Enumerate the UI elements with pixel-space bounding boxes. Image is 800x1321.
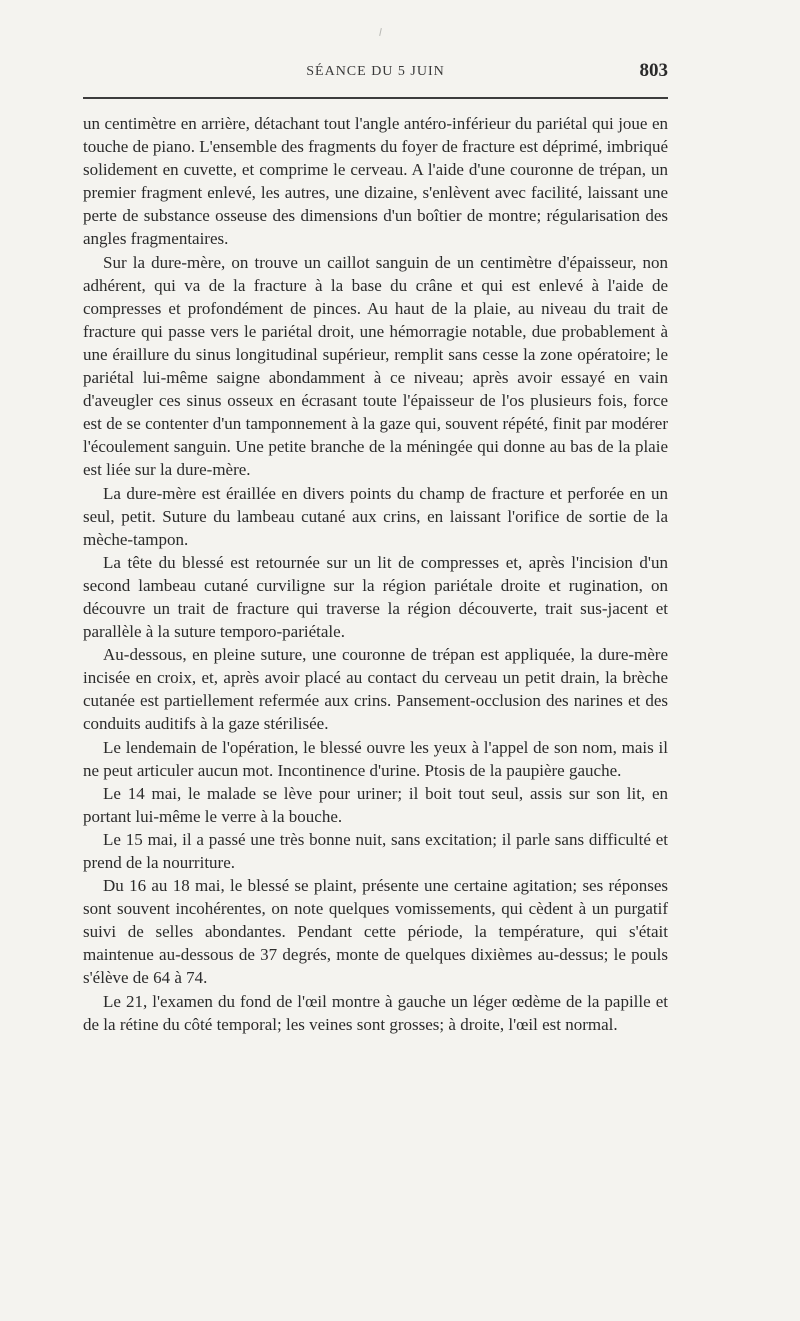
margin-mark	[379, 28, 382, 36]
paragraph-may-16-18: Du 16 au 18 mai, le blessé se plaint, présente une certaine agitation; ses réponses sont souvent incohérentes, on note quelques vomissements, qui cèdent à un purgatif suivi de selles abondantes. Pendant cette période, la température, qui s'était maintenue au-dessous de 37 degrés, monte de quelques dixièmes au-dessus; le pouls s'élève de 64 à 74.	[83, 876, 668, 988]
header-rule	[83, 97, 668, 99]
paragraph-continuation: un centimètre en arrière, détachant tout l'angle antéro-inférieur du pariétal qui joue en touche de piano. L'ensemble des fragments du foyer de fracture est déprimé, imbriqué solidement en cuvette, et comprime le cerveau. A l'aide d'une couronne de trépan, un premier fragment enlevé, les autres, une dizaine, s'enlèvent avec facilité, laissant une perte de substance osseuse des dimensions d'un boîtier de montre; régularisation des angles fragmentaires.	[83, 114, 668, 249]
paragraph-head-turned: La tête du blessé est retournée sur un lit de compresses et, après l'incision d'un second lambeau cutané curviligne sur la région pariétale droite et rugination, on découvre un trait de fracture qui traverse la région découverte, trait sus-jacent et parallèle à la suture temporo-pariétale.	[83, 552, 668, 642]
page-header	[83, 60, 668, 90]
paragraph-dura-mater-clot: Sur la dure-mère, on trouve un caillot sanguin de un centimètre d'épaisseur, non adhérent, qui va de la fracture à la base du crâne et qui est enlevé à l'aide de compresses et profondément de pinces. Au haut de la plaie, au niveau du trait de fracture qui passe vers le pariétal droit, une hémorragie notable, due probablement à une éraillure du sinus longitudinal supérieur, remplit sans cesse la zone opératoire; le pariétal lui-même saigne abondamment à ce niveau; après avoir essayé en vain d'aveugler ces sinus osseux en écrasant toute l'épaisseur de l'os plusieurs fois, force est de se contenter d'un tamponnement à la gaze qui, souvent répété, finit par modérer l'écoulement sanguin. Une petite branche de la méningée qui donne au bas de la plaie est liée sur la dure-mère.	[83, 252, 668, 480]
page-number: 803	[639, 60, 668, 81]
paragraph-may-21: Le 21, l'examen du fond de l'œil montre à gauche un léger œdème de la papille et de la rétine du côté temporal; les veines sont grosses; à droite, l'œil est normal.	[83, 991, 668, 1034]
paragraph-dura-mater-torn: La dure-mère est éraillée en divers points du champ de fracture et perforée en un seul, petit. Suture du lambeau cutané aux crins, en laissant l'orifice de sortie de la mèche-tampon.	[83, 483, 668, 549]
paragraph-trepan-applied: Au-dessous, en pleine suture, une couronne de trépan est appliquée, la dure-mère incisée en croix, et, après avoir placé au contact du cerveau un petit drain, la brèche cutanée est partiellement refermée aux crins. Pansement-occlusion des narines et des conduits auditifs à la gaze stérilisée.	[83, 645, 668, 734]
paragraph-next-day: Le lendemain de l'opération, le blessé ouvre les yeux à l'appel de son nom, mais il ne peut articuler aucun mot. Incontinence d'urine. Ptosis de la paupière gauche.	[83, 737, 668, 780]
paragraph-may-15: Le 15 mai, il a passé une très bonne nuit, sans excitation; il parle sans difficulté et prend de la nourriture.	[83, 829, 668, 872]
body-text	[83, 112, 668, 1036]
paragraph-may-14: Le 14 mai, le malade se lève pour uriner; il boit tout seul, assis sur son lit, en portant lui-même le verre à la bouche.	[83, 783, 668, 826]
running-title: SÉANCE DU 5 JUIN	[306, 64, 445, 79]
